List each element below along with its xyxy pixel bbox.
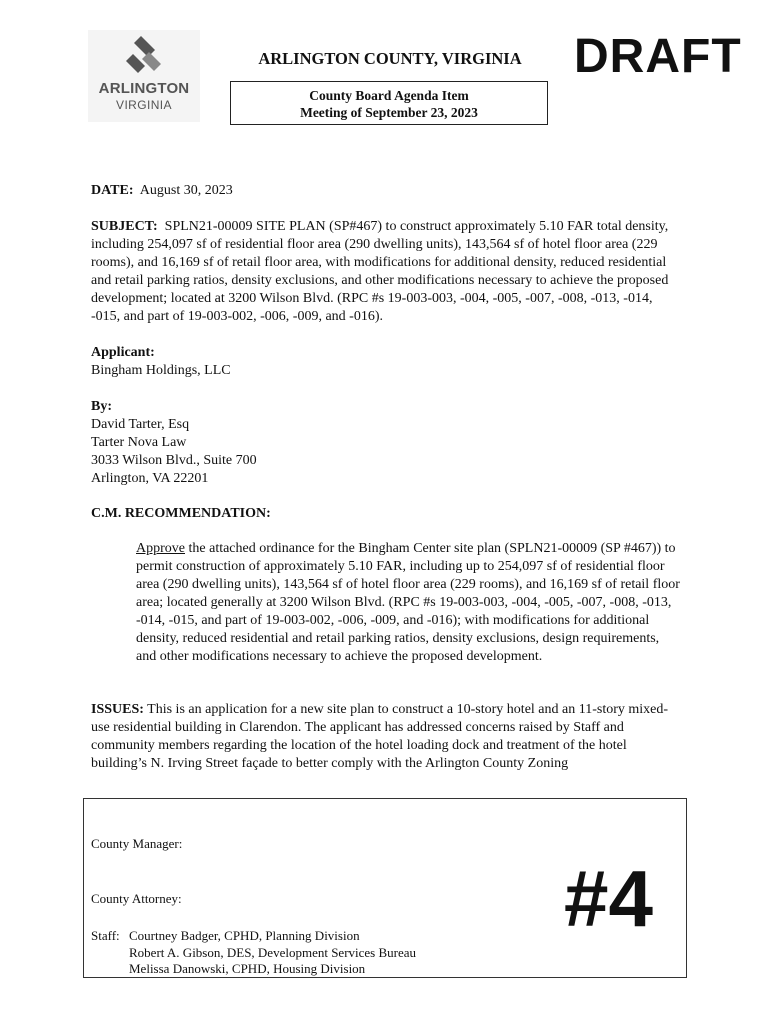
recommendation-paragraph [136,540,682,666]
date-label: DATE: [91,183,134,198]
draft-stamp: DRAFT [574,30,742,83]
by-label: By: [91,399,112,414]
by-line: David Tarter, Esq [91,417,190,432]
logo-text-virginia: VIRGINIA [116,98,172,112]
by-line: Arlington, VA 22201 [91,471,209,486]
applicant-block [91,344,681,380]
staff-label: Staff: [91,928,120,943]
by-line: Tarter Nova Law [91,435,187,450]
issues-text: This is an application for a new site plan to construct a 10-story hotel and an 11-story mixed-use residential building in Clarendon. The applicant has addressed concerns raised by Staff and community members regarding the location of the hotel loading dock and treatment of the hotel building’s N. Irving Street façade to better comply with the Arlington County Zoning [91,702,669,771]
approve-word: Approve [136,541,185,556]
signature-box [83,798,687,978]
logo-text-arlington: ARLINGTON [98,80,190,97]
arlington-logo-icon [121,36,167,80]
county-attorney-label: County Attorney: [91,891,182,906]
date-line [91,182,681,200]
issues-paragraph [91,701,681,773]
agenda-item-title: County Board Agenda Item [309,88,469,103]
recommendation-label: C.M. RECOMMENDATION: [91,506,271,521]
county-manager-label: County Manager: [91,836,183,851]
agenda-item-box [230,81,548,125]
meeting-date: Meeting of September 23, 2023 [300,105,478,120]
agenda-item-number: #4 [564,854,653,943]
county-heading: ARLINGTON COUNTY, VIRGINIA [258,49,522,68]
applicant-label: Applicant: [91,345,155,360]
recommendation-text: the attached ordinance for the Bingham Center site plan (SPLN21-00009 (SP #467)) to permit construction of approximately 5.10 FAR, including up to 254,097 sf of residential floor area (290 dwelling units), 143,564 sf of hotel floor area (229 rooms), and 16,169 sf of retail floor area; located generally at 3200 Wilson Blvd. (RPC #s 19-003-003, -004, -005, -007, -008, -013, -014, -015, and part of 19-003-002, -006, -009, and -016); with modifications for additional density, reduced residential and retail parking ratios, density exclusions, design requirements, and other modifications necessary to achieve the proposed development. [136,541,680,664]
date-value: August 30, 2023 [139,183,233,198]
arlington-logo [88,30,200,122]
staff-member: Melissa Danowski, CPHD, Housing Division [129,961,366,976]
staff-member: Robert A. Gibson, DES, Development Services Bureau [129,945,417,960]
by-block [91,398,681,488]
subject-text: SPLN21-00009 SITE PLAN (SP#467) to construct approximately 5.10 FAR total density, including 254,097 sf of residential floor area (290 dwelling units), 143,564 sf of hotel floor area (229 rooms), and 16,169 sf of retail floor area, with modifications for additional density, reduced residential and retail parking ratios, density exclusions, and other modifications necessary to achieve the proposed development; located at 3200 Wilson Blvd. (RPC #s 19-003-003, -004, -005, -007, -008, -013, -014, -015, and part of 19-003-002, -006, -009, and -016). [91,219,669,324]
applicant-name: Bingham Holdings, LLC [91,363,231,378]
subject-label: SUBJECT: [91,219,158,234]
subject-paragraph [91,218,681,326]
recommendation-heading [91,505,681,523]
staff-member: Courtney Badger, CPHD, Planning Division [129,928,360,943]
issues-label: ISSUES: [91,702,144,717]
by-line: 3033 Wilson Blvd., Suite 700 [91,453,257,468]
